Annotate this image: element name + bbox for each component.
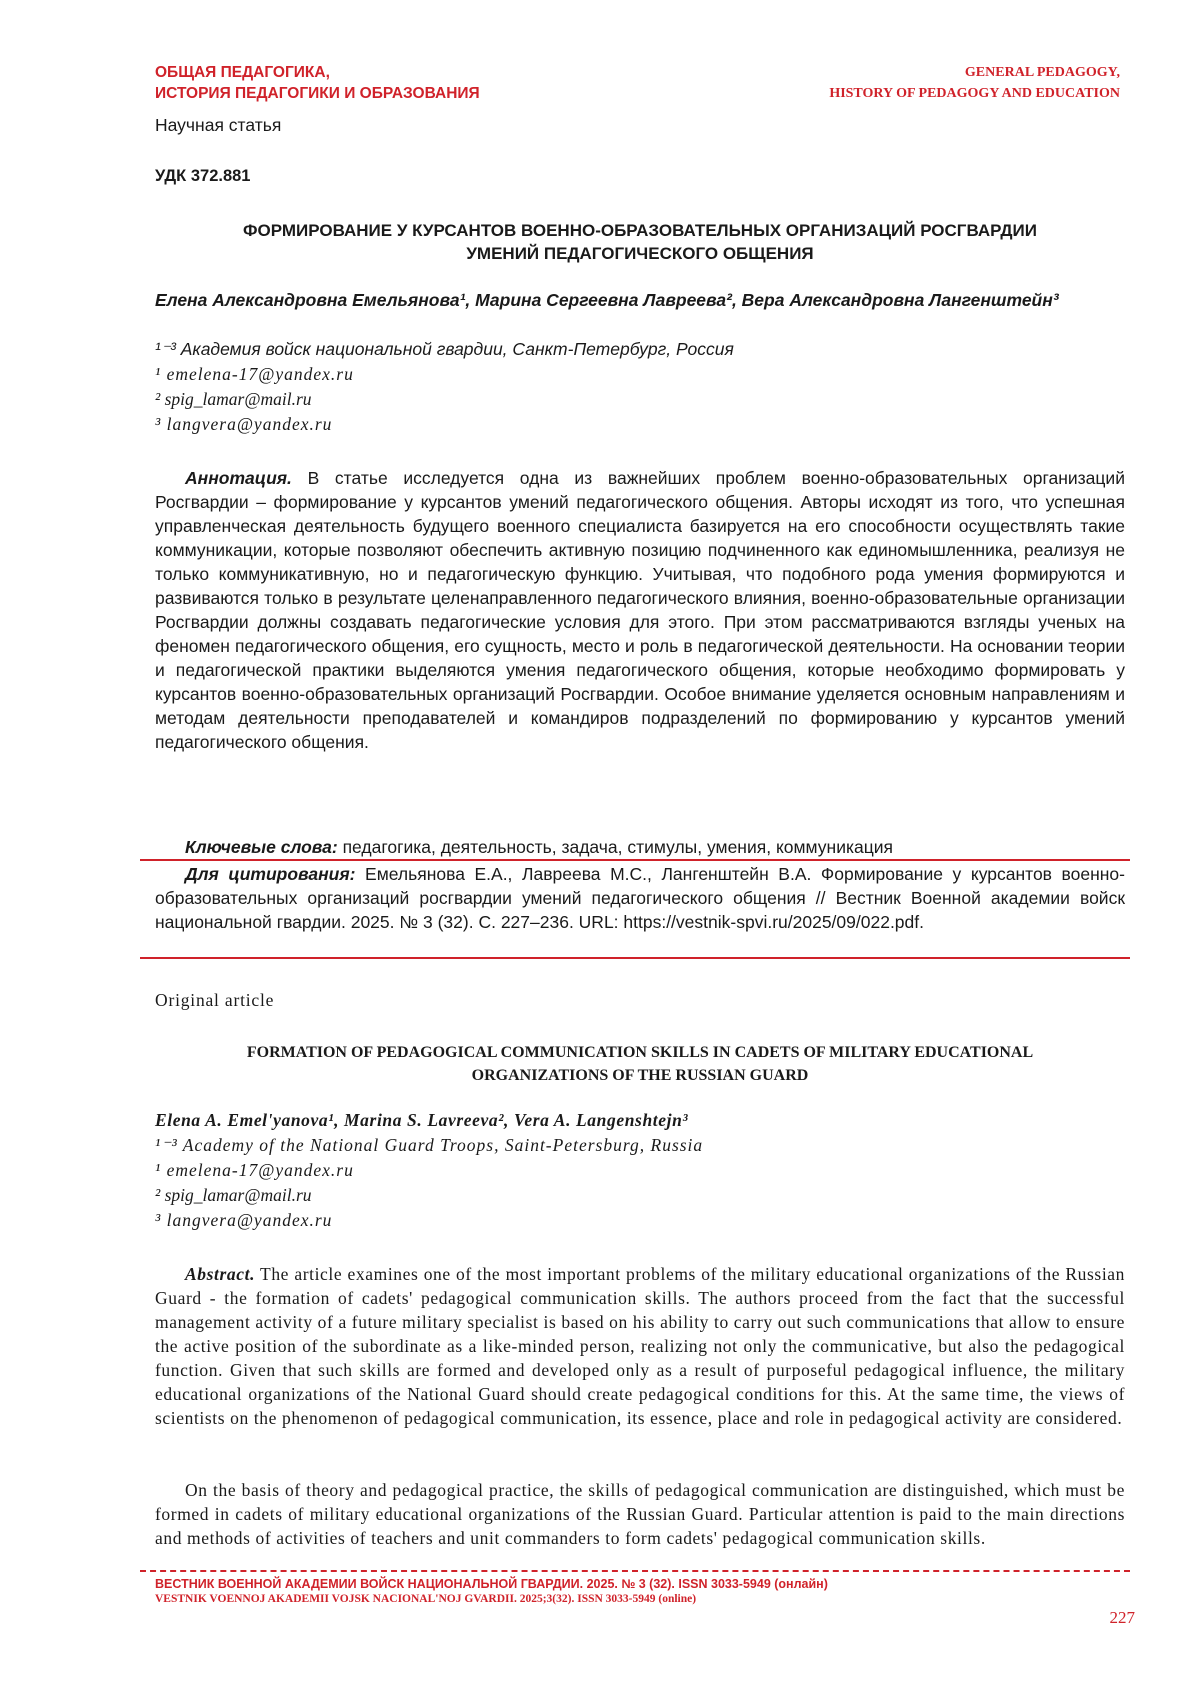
email-2-en: ² spig_lamar@mail.ru xyxy=(155,1185,312,1205)
citation-text-ru: Емельянова Е.А., Лавреева М.С., Лангенштейн В.А. Формирование у курсантов военно-образовательных организаций росгвардии умений педагогического общения // Вестник Военной академии войск национальной гвардии. 2025. № 3 (32). С. 227–236. URL: https://vestnik-spvi.ru/2025/09/022.pdf. xyxy=(155,864,1125,932)
article-title-en-line2: ORGANIZATIONS OF THE RUSSIAN GUARD xyxy=(471,1067,809,1084)
abstract-label-ru: Аннотация. xyxy=(185,468,292,488)
section-header-en xyxy=(829,62,1120,104)
email-1-en: ¹ emelena-17@yandex.ru xyxy=(155,1160,354,1180)
footer-journal-en: VESTNIK VOENNOJ AKADEMII VOJSK NACIONAL'NOJ GVARDII. 2025;3(32). ISSN 3033-5949 (online) xyxy=(155,1593,697,1605)
abstract-ru xyxy=(155,466,1125,754)
article-type-en: Original article xyxy=(155,990,275,1010)
divider-top xyxy=(140,859,1130,861)
abstract-text-en: The article examines one of the most important problems of the military educational organizations of the Russian Guard - the formation of cadets' pedagogical communication skills. The authors proceed from the fact that the successful management activity of a future military specialist is based on his ability to carry out such communications that allow to ensure the active position of the subordinate as a like-minded person, realizing not only the communicative, but also the pedagogical function. Given that such skills are formed and developed only as a result of purposeful pedagogical influence, the military educational organizations of the National Guard should create pedagogical conditions for this. At the same time, the views of scientists on the phenomenon of pedagogical communication, its essence, place and role in pedagogical activity are considered. xyxy=(155,1264,1125,1428)
citation-label-ru: Для цитирования: xyxy=(185,864,356,884)
affiliation-ru: ¹⁻³ Академия войск национальной гвардии, Санкт-Петербург, Россия xyxy=(155,339,734,359)
article-title-ru-line2: УМЕНИЙ ПЕДАГОГИЧЕСКОГО ОБЩЕНИЯ xyxy=(466,244,814,263)
authors-en: Elena A. Emel'yanova¹, Marina S. Lavreeva², Vera A. Langenshtejn³ xyxy=(155,1110,689,1130)
footer-divider xyxy=(140,1570,1130,1572)
udc: УДК 372.881 xyxy=(155,167,251,185)
abstract-label-en: Abstract. xyxy=(185,1264,256,1284)
email-2-ru: ² spig_lamar@mail.ru xyxy=(155,389,312,409)
section-header-ru-line1: ОБЩАЯ ПЕДАГОГИКА, xyxy=(155,64,330,81)
keywords-text-ru: педагогика, деятельность, задача, стимулы, умения, коммуникация xyxy=(337,837,894,857)
abstract-en xyxy=(155,1262,1125,1430)
section-header-en-line1: GENERAL PEDAGOGY, xyxy=(964,65,1120,80)
abstract-en-paragraph-2: On the basis of theory and pedagogical practice, the skills of pedagogical communication are distinguished, which must be formed in cadets of military educational organizations of the Russian Guard. Particular attention is paid to the main directions and methods of activities of teachers and unit commanders to form cadets' pedagogical communication skills. xyxy=(155,1480,1125,1548)
keywords-label-ru: Ключевые слова: xyxy=(185,837,338,857)
keywords-ru xyxy=(155,835,1125,859)
article-title-ru-line1: ФОРМИРОВАНИЕ У КУРСАНТОВ ВОЕННО-ОБРАЗОВАТЕЛЬНЫХ ОРГАНИЗАЦИЙ РОСГВАРДИИ xyxy=(243,221,1037,240)
article-title-ru xyxy=(155,219,1125,265)
email-3-en: ³ langvera@yandex.ru xyxy=(155,1210,333,1230)
authors-ru: Елена Александровна Емельянова¹, Марина Сергеевна Лавреева², Вера Александровна Лангенштейн³ xyxy=(155,290,1059,310)
section-header-en-line2: HISTORY OF PEDAGOGY AND EDUCATION xyxy=(829,86,1120,101)
article-title-en-line1: FORMATION OF PEDAGOGICAL COMMUNICATION SKILLS IN CADETS OF MILITARY EDUCATIONAL xyxy=(246,1044,1034,1061)
abstract-text-ru: В статье исследуется одна из важнейших проблем военно-образовательных организаций Росгвардии – формирование у курсантов умений педагогического общения. Авторы исходят из того, что успешная управленческая деятельность будущего военного специалиста базируется на его способности осуществлять такие коммуникации, которые позволяют обеспечить активную позицию подчиненного как единомышленника, реализуя не только коммуникативную, но и педагогическую функцию. Учитывая, что подобного рода умения формируются и развиваются только в результате целенаправленного педагогического влияния, военно-образовательные организации Росгвардии должны создавать педагогические условия для этого. При этом рассматриваются взгляды ученых на феномен педагогического общения, его сущность, место и роль в педагогической деятельности. На основании теории и педагогической практики выделяются умения педагогического общения, которые необходимо формировать у курсантов военно-образовательных организаций Росгвардии. Особое внимание уделяется основным направлениям и методам деятельности преподавателей и командиров подразделений по формированию у курсантов умений педагогического общения. xyxy=(155,468,1125,752)
section-header-ru-line2: ИСТОРИЯ ПЕДАГОГИКИ И ОБРАЗОВАНИЯ xyxy=(155,85,480,102)
article-type-ru: Научная статья xyxy=(155,115,282,135)
footer-journal-ru: ВЕСТНИК ВОЕННОЙ АКАДЕМИИ ВОЙСК НАЦИОНАЛЬНОЙ ГВАРДИИ. 2025. № 3 (32). ISSN 3033-5949 (онлайн) xyxy=(155,1577,828,1591)
affiliation-en: ¹⁻³ Academy of the National Guard Troops, Saint-Petersburg, Russia xyxy=(155,1135,704,1155)
email-3-ru: ³ langvera@yandex.ru xyxy=(155,414,333,434)
article-title-en xyxy=(155,1041,1125,1087)
citation-ru xyxy=(155,862,1125,934)
page-number: 227 xyxy=(1109,1608,1135,1627)
email-1-ru: ¹ emelena-17@yandex.ru xyxy=(155,364,354,384)
section-header-ru xyxy=(155,62,480,104)
divider-bottom xyxy=(140,957,1130,959)
